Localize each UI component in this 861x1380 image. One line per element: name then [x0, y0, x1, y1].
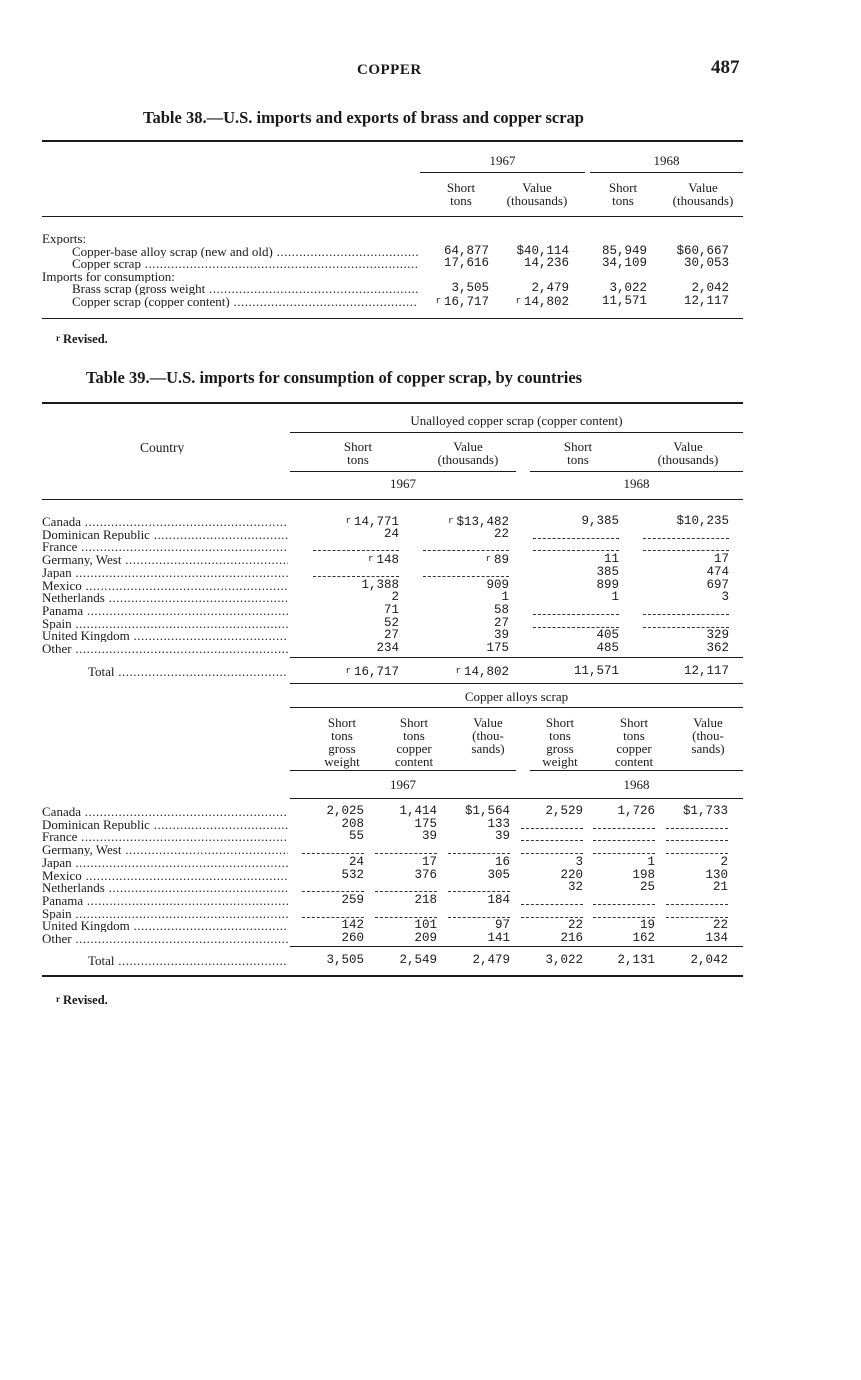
empty-cell-dash [666, 840, 728, 841]
empty-cell-dash [533, 538, 619, 539]
table38-cell: $^r$ 14,802 [515, 294, 569, 309]
table39-cell: 1 [647, 854, 655, 869]
table38-cell: 14,236 [523, 256, 569, 270]
revised-marker: r [368, 554, 374, 565]
table39-cell: 899 [596, 577, 619, 592]
total-cell: 2,479 [472, 953, 510, 967]
table39-cell: 24 [348, 854, 364, 869]
table39-cell: 9,385 [581, 514, 619, 528]
table38-cell: 85,949 [601, 243, 647, 258]
table39-cell: 101 [414, 918, 437, 933]
table38-cell: $60,667 [676, 243, 729, 258]
empty-cell-dash [533, 614, 619, 615]
country-label: Panama ..... [42, 604, 288, 617]
total-cell: 2,131 [617, 953, 655, 967]
unalloyed-bottom-rule [290, 683, 743, 684]
table39-cell: 2,025 [326, 804, 364, 818]
revised-marker: r [56, 333, 60, 343]
table39-cell: 22 [712, 918, 728, 933]
table39-cell: 184 [487, 892, 510, 907]
revised-marker: r [515, 295, 521, 306]
table39-cell: $10,235 [676, 514, 729, 528]
table39-cell: 17 [421, 854, 437, 869]
table39-cell: 130 [705, 867, 728, 882]
empty-cell-dash [302, 853, 364, 854]
empty-cell-dash [593, 853, 655, 854]
unalloyed-year-1968: 1968 [623, 476, 650, 491]
table38-cell: 12,117 [683, 293, 729, 308]
table38-cell: 2,042 [691, 281, 729, 295]
table38-row-label: Copper-base alloy scrap (new and old) ..... [72, 245, 418, 258]
total-cell: 3,505 [326, 953, 364, 967]
table39-footnote: $^r$ Revised. [56, 993, 108, 1007]
table39-cell: 22 [567, 918, 583, 933]
table38-top-rule [42, 140, 743, 142]
table39-cell: 71 [383, 602, 399, 617]
total-cell: 2,549 [399, 953, 437, 967]
empty-cell-dash [643, 614, 729, 615]
table39-cell: 385 [596, 564, 619, 579]
table38-cell: 3,022 [609, 281, 647, 295]
country-label: France ..... [42, 540, 288, 553]
table39-cell: 1,414 [399, 804, 437, 818]
table38-cell: 17,616 [443, 256, 489, 270]
table39-cell: 162 [632, 931, 655, 945]
empty-cell-dash [375, 853, 437, 854]
country-label: Canada ..... [42, 515, 288, 528]
table38-year-rule-1967 [420, 172, 585, 173]
empty-cell-dash [521, 853, 583, 854]
country-label: Dominican Republic ..... [42, 818, 288, 831]
table39-cell: 142 [341, 918, 364, 933]
empty-cell-dash [313, 550, 399, 551]
total-cell: 11,571 [573, 664, 619, 678]
table39-cell: 485 [596, 641, 619, 655]
country-label: Netherlands ..... [42, 591, 288, 604]
table39-cell: $1,733 [682, 804, 728, 818]
table39-cell: 2,529 [545, 804, 583, 818]
table38-footnote: $^r$ Revised. [56, 332, 108, 346]
alloys-col-rule-1967 [290, 770, 516, 771]
table39-cell: 27 [383, 628, 399, 643]
alloys-group-header: Copper alloys scrap [464, 689, 569, 704]
table39-cell: 220 [560, 867, 583, 882]
table39-cell: 58 [493, 602, 509, 617]
country-label: Japan ..... [42, 856, 288, 869]
table39-cell: 259 [341, 892, 364, 907]
table39-cell: 133 [487, 816, 510, 831]
country-label: France ..... [42, 830, 288, 843]
total-cell: $^r$ 16,717 [345, 665, 399, 679]
empty-cell-dash [423, 550, 509, 551]
table39-cell: 3 [575, 854, 583, 869]
table39-cell: 474 [706, 564, 729, 579]
country-label: Mexico ..... [42, 869, 288, 882]
table39-cell: 234 [376, 641, 399, 655]
table39-cell: 260 [341, 931, 364, 945]
table39-bottom-rule [42, 975, 743, 977]
alloys-header-rule [290, 798, 743, 799]
unalloyed-header-rule [42, 499, 743, 500]
unalloyed-col-rule-1968 [530, 471, 743, 472]
table39-cell: 97 [494, 918, 510, 933]
table39-cell: 329 [706, 628, 729, 643]
table38-cell: 34,109 [601, 256, 647, 270]
table39-cell: 17 [713, 552, 729, 567]
alloys-year-1968: 1968 [623, 777, 650, 792]
table39-cell: 175 [414, 816, 437, 831]
alloys-group-rule [290, 707, 743, 708]
table39-cell: 2 [720, 854, 728, 869]
unalloyed-group-rule [290, 432, 743, 433]
table39-cell: 1,388 [361, 577, 399, 592]
total-cell: 12,117 [683, 664, 729, 678]
table39-cell: 376 [414, 867, 437, 882]
empty-cell-dash [666, 904, 728, 905]
table38-cell: 64,877 [443, 243, 489, 258]
revised-marker: r [56, 994, 60, 1004]
table38-col-short-tons-1968: Short tons [608, 180, 638, 208]
country-label: Spain ..... [42, 617, 288, 630]
table39-cell: 208 [341, 816, 364, 831]
alloys-col-gross-1968: Short tons gross weight [542, 715, 578, 769]
table38-cell: $40,114 [516, 243, 569, 258]
table38-bottom-rule [42, 318, 743, 319]
unalloyed-year-1967: 1967 [390, 476, 416, 491]
country-label: Germany, West ..... [42, 553, 288, 566]
empty-cell-dash [521, 828, 583, 829]
alloys-col-value-1967: Value (thou- sands) [471, 715, 505, 756]
alloys-total-rule [290, 946, 743, 947]
revised-marker: r [455, 666, 461, 676]
table38-title: Table 38.—U.S. imports and exports of brass and copper scrap [143, 108, 584, 127]
table38-section-heading: Imports for consumption: [42, 269, 175, 283]
table38-cell: $^r$ 16,717 [435, 294, 489, 309]
alloys-col-gross-1967: Short tons gross weight [324, 715, 360, 769]
table39-cell: 19 [639, 918, 655, 933]
alloys-year-1967: 1967 [390, 777, 416, 792]
empty-cell-dash [313, 576, 399, 577]
table39-cell: 1,726 [617, 804, 655, 818]
country-label: Mexico ..... [42, 579, 288, 592]
country-label: Germany, West ..... [42, 843, 288, 856]
alloys-col-copper-1968: Short tons copper content [614, 715, 654, 769]
table38-header-rule [42, 216, 743, 217]
country-label: Spain ..... [42, 907, 288, 920]
table39-cell: 55 [348, 829, 364, 844]
table38-year-1967: 1967 [489, 153, 516, 168]
unalloyed-total-rule [290, 657, 743, 658]
unalloyed-col-short-tons-1968: Short tons [563, 439, 593, 467]
empty-cell-dash [593, 904, 655, 905]
country-label: Dominican Republic ..... [42, 528, 288, 541]
table39-cell: 2 [391, 590, 399, 605]
table38-row-label: Copper scrap ..... [72, 257, 418, 270]
country-label: Other ..... [42, 932, 288, 945]
table39-cell: 909 [486, 577, 509, 592]
empty-cell-dash [593, 840, 655, 841]
unalloyed-col-short-tons-1967: Short tons [343, 439, 373, 467]
table39-cell: 218 [414, 892, 437, 907]
table39-cell: 198 [632, 867, 655, 882]
empty-cell-dash [448, 853, 510, 854]
table38-year-1968: 1968 [653, 153, 680, 168]
table38-cell: 2,479 [531, 281, 569, 295]
table39-cell: $^r$ $13,482 [448, 515, 509, 529]
revised-marker: r [448, 516, 454, 526]
country-header: Country [140, 441, 185, 454]
table39-cell: 405 [596, 628, 619, 643]
table39-cell: 39 [494, 829, 510, 844]
table38-cell: 11,571 [601, 293, 647, 308]
table39-cell: 39 [421, 829, 437, 844]
table39-cell: 32 [567, 880, 583, 895]
table39-cell: $^r$ 14,771 [345, 515, 399, 529]
empty-cell-dash [666, 828, 728, 829]
table39-cell: 24 [383, 526, 399, 541]
table38-col-short-tons-1967: Short tons [446, 180, 476, 208]
page-number: 487 [711, 57, 740, 78]
table38-cell: 3,505 [451, 281, 489, 295]
revised-marker: r [485, 554, 491, 565]
table39-top-rule [42, 402, 743, 404]
table39-title: Table 39.—U.S. imports for consumption of copper scrap, by countries [86, 368, 583, 387]
table38-row-label: Brass scrap (gross weight ..... [72, 282, 418, 295]
table39-cell: 27 [493, 615, 509, 630]
table39-cell: 1 [611, 590, 619, 605]
country-label: United Kingdom ..... [42, 629, 288, 642]
table39-cell: 16 [494, 854, 510, 869]
unalloyed-group-header: Unalloyed copper scrap (copper content) [410, 413, 623, 428]
table39-cell: 22 [493, 526, 509, 541]
table38-section-heading: Exports: [42, 232, 87, 245]
table38-year-rule-1968 [590, 172, 743, 173]
table39-cell: 209 [414, 931, 437, 945]
empty-cell-dash [643, 538, 729, 539]
empty-cell-dash [423, 576, 509, 577]
table39-cell: 305 [487, 867, 510, 882]
table39-cell: 1 [501, 590, 509, 605]
revised-marker: r [345, 666, 351, 676]
table39-cell: 134 [705, 931, 728, 945]
alloys-col-value-1968: Value (thou- sands) [691, 715, 725, 756]
table39-cell: 141 [487, 931, 510, 945]
country-label: Japan ..... [42, 566, 288, 579]
table39-cell: 532 [341, 867, 364, 882]
country-label: United Kingdom ..... [42, 919, 288, 932]
revised-marker: r [345, 516, 351, 526]
table38-col-value-1967: Value (thousands) [506, 180, 568, 208]
alloys-col-copper-1967: Short tons copper content [394, 715, 434, 769]
table38-cell: 30,053 [683, 256, 729, 270]
table39-cell: 21 [712, 880, 728, 895]
country-label: Canada ..... [42, 805, 288, 818]
running-title: COPPER [357, 62, 422, 78]
table38-col-value-1968: Value (thousands) [672, 180, 734, 208]
revised-marker: r [435, 295, 441, 306]
total-cell: $^r$ 14,802 [455, 665, 509, 679]
table39-cell: 362 [706, 641, 729, 655]
total-cell: 3,022 [545, 953, 583, 967]
table39-cell: 3 [721, 590, 729, 605]
empty-cell-dash [521, 840, 583, 841]
table39-cell: 216 [560, 931, 583, 945]
table39-cell: 175 [486, 641, 509, 655]
unalloyed-col-value-1967: Value (thousands) [437, 439, 499, 467]
table38-row-label: Copper scrap (copper content) ..... [72, 295, 418, 308]
table39-cell: $^r$ 89 [485, 553, 509, 568]
table39-cell: 39 [493, 628, 509, 643]
country-label: Panama ..... [42, 894, 288, 907]
table39-cell: 25 [639, 880, 655, 895]
empty-cell-dash [521, 904, 583, 905]
total-cell: 2,042 [690, 953, 728, 967]
table39-cell: $^r$ 148 [368, 553, 399, 568]
alloys-col-rule-1968 [530, 770, 743, 771]
unalloyed-col-rule-1967 [290, 471, 516, 472]
total-label: Total ..... [88, 665, 288, 678]
country-label: Other ..... [42, 642, 288, 655]
table39-cell: $1,564 [464, 804, 510, 818]
table39-cell: 11 [603, 552, 619, 567]
empty-cell-dash [593, 828, 655, 829]
total-label: Total ..... [88, 954, 288, 967]
table39-cell: 52 [383, 615, 399, 630]
table39-cell: 697 [706, 577, 729, 592]
country-label: Netherlands ..... [42, 881, 288, 894]
unalloyed-col-value-1968: Value (thousands) [657, 439, 719, 467]
empty-cell-dash [666, 853, 728, 854]
